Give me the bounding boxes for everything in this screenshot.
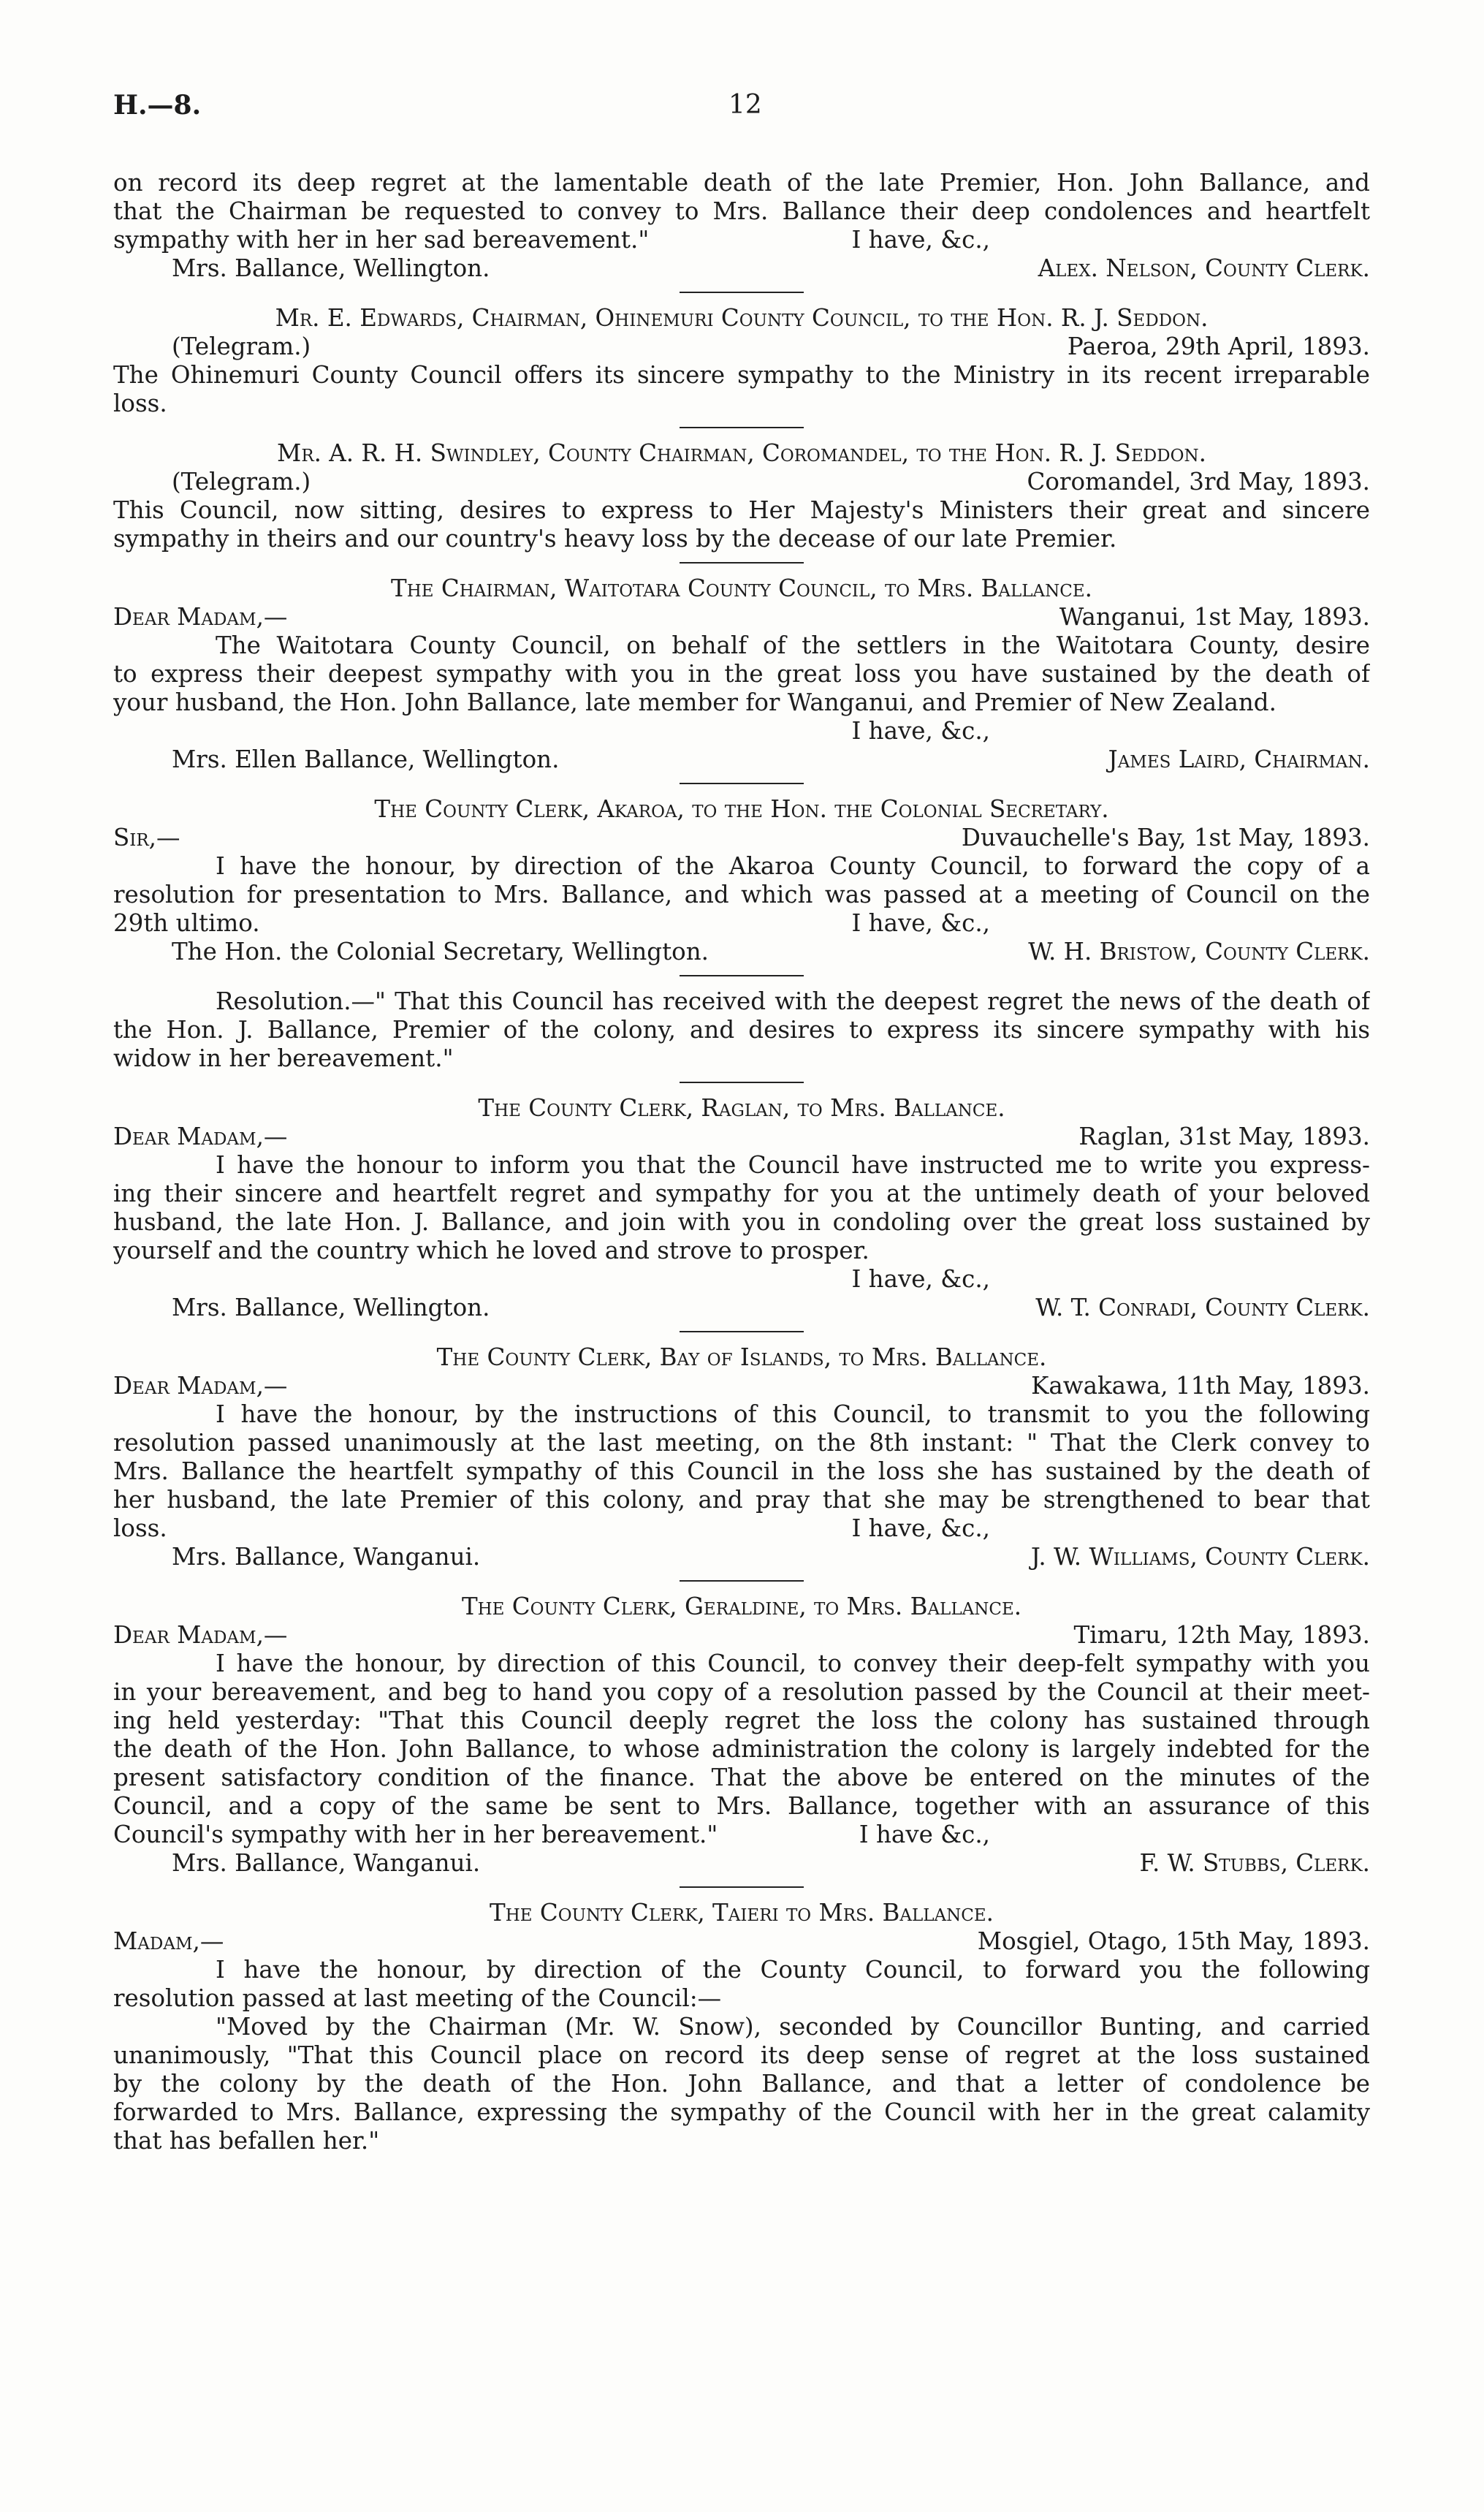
text-line: This Council, now sitting, desires to express to Her Majesty's Ministers their great and sincere: [113, 496, 1370, 524]
text-line: Mrs. Ballance the heartfelt sympathy of this Council in the loss she has sustained by the death of: [113, 1457, 1370, 1485]
line-left-text: Mrs. Ballance, Wanganui.: [172, 1543, 481, 1571]
text-line: forwarded to Mrs. Ballance, expressing the sympathy of the Council with her in the great calamity: [113, 2098, 1370, 2126]
line-right-text: Raglan, 31st May, 1893.: [1078, 1123, 1370, 1150]
line-left-text: 29th ultimo.: [113, 909, 260, 937]
section-divider: [680, 1886, 804, 1888]
text-line: loss.: [113, 390, 167, 417]
line-left-text: Madam,—: [113, 1927, 224, 1955]
letter-heading: Mr. A. R. H. Swindley, County Chairman, Coromandel, to the Hon. R. J. Seddon.: [277, 439, 1206, 467]
section-divider: [680, 427, 804, 428]
text-line: [113, 1849, 1370, 1878]
text-line: yourself and the country which he loved and strove to prosper.: [113, 1237, 870, 1264]
text-line: in your bereavement, and beg to hand you copy of a resolution passed by the Council at their meet-: [113, 1678, 1370, 1706]
line-right-text: F. W. Stubbs, Clerk.: [1139, 1849, 1370, 1877]
line-left-text: Mrs. Ellen Ballance, Wellington.: [172, 745, 560, 773]
page-header: [113, 89, 1370, 121]
line-right-text: I have, &c.,: [851, 1265, 990, 1293]
line-right-text: Timaru, 12th May, 1893.: [1073, 1621, 1370, 1649]
line-left-text: sympathy with her in her sad bereavement.": [113, 226, 650, 254]
line-left-text: Dear Madam,—: [113, 1621, 288, 1649]
document-body: [113, 169, 1370, 2155]
text-line: resolution passed unanimously at the last meeting, on the 8th instant: " That the Clerk convey to: [113, 1429, 1370, 1457]
letter-heading: The County Clerk, Raglan, to Mrs. Ballance.: [478, 1094, 1005, 1122]
text-line: Resolution.—" That this Council has received with the deepest regret the news of the death of: [216, 987, 1370, 1015]
text-line: by the colony by the death of the Hon. John Ballance, and that a letter of condolence be: [113, 2070, 1370, 2098]
line-right-text: I have, &c.,: [851, 717, 990, 745]
line-left-text: Dear Madam,—: [113, 1372, 288, 1400]
page-number: 12: [728, 90, 762, 120]
text-line: [113, 1543, 1370, 1571]
text-line: Council, and a copy of the same be sent to Mrs. Ballance, together with an assurance of this: [113, 1792, 1370, 1820]
line-left-text: The Hon. the Colonial Secretary, Wellington.: [172, 938, 709, 965]
text-line: [113, 1821, 1370, 1849]
line-left-text: (Telegram.): [172, 333, 311, 360]
text-line: her husband, the late Premier of this colony, and pray that she may be strengthened to bear that: [113, 1486, 1370, 1514]
text-line: I have the honour, by the instructions of this Council, to transmit to you the following: [216, 1400, 1370, 1428]
text-line: [113, 824, 1370, 852]
text-line: [113, 1372, 1370, 1400]
line-right-text: Coromandel, 3rd May, 1893.: [1027, 468, 1370, 496]
text-line: I have the honour to inform you that the Council have instructed me to write you express-: [216, 1151, 1370, 1179]
line-right-text: Kawakawa, 11th May, 1893.: [1031, 1372, 1370, 1400]
document-reference: H.—8.: [113, 90, 202, 121]
text-line: [113, 333, 1370, 361]
text-line: your husband, the Hon. John Ballance, late member for Wanganui, and Premier of New Zealand.: [113, 688, 1276, 716]
text-line: [113, 468, 1370, 496]
text-line: resolution passed at last meeting of the Council:—: [113, 1984, 722, 2012]
text-line: [113, 1621, 1370, 1650]
text-line: [113, 1927, 1370, 1956]
letter-heading: The County Clerk, Geraldine, to Mrs. Ballance.: [461, 1593, 1022, 1620]
text-line: to express their deepest sympathy with you in the great loss you have sustained by the death of: [113, 660, 1370, 688]
line-right-text: Mosgiel, Otago, 15th May, 1893.: [977, 1927, 1370, 1955]
text-line: the Hon. J. Ballance, Premier of the colony, and desires to express its sincere sympathy with his: [113, 1016, 1370, 1044]
text-line: I have the honour, by direction of the Akaroa County Council, to forward the copy of a: [216, 852, 1370, 880]
line-right-text: I have, &c.,: [851, 226, 990, 254]
line-left-text: Mrs. Ballance, Wellington.: [172, 1294, 490, 1321]
text-line: ing their sincere and heartfelt regret and sympathy for you at the untimely death of your beloved: [113, 1180, 1370, 1207]
section-divider: [680, 1082, 804, 1083]
section-divider: [680, 1580, 804, 1582]
text-line: I have the honour, by direction of the County Council, to forward you the following: [216, 1956, 1370, 1984]
line-right-text: I have, &c.,: [851, 1514, 990, 1542]
text-line: the death of the Hon. John Ballance, to whose administration the colony is largely indebted for the: [113, 1735, 1370, 1763]
line-right-text: James Laird, Chairman.: [1108, 745, 1370, 773]
text-line: that has befallen her.": [113, 2127, 380, 2155]
letter-heading: The Chairman, Waitotara County Council, to Mrs. Ballance.: [391, 574, 1092, 602]
line-right-text: I have, &c.,: [851, 909, 990, 937]
text-line: [113, 1265, 1370, 1294]
line-right-text: Paeroa, 29th April, 1893.: [1067, 333, 1370, 360]
line-right-text: W. H. Bristow, County Clerk.: [1028, 938, 1370, 965]
section-divider: [680, 1331, 804, 1332]
line-right-text: W. T. Conradi, County Clerk.: [1035, 1294, 1370, 1321]
text-line: [113, 717, 1370, 745]
text-line: on record its deep regret at the lamentable death of the late Premier, Hon. John Ballance, and: [113, 169, 1370, 197]
text-line: [113, 745, 1370, 774]
text-line: ing held yesterday: "That this Council deeply regret the loss the colony has sustained through: [113, 1707, 1370, 1734]
section-divider: [680, 292, 804, 293]
line-left-text: Dear Madam,—: [113, 603, 288, 631]
line-right-text: Alex. Nelson, County Clerk.: [1038, 254, 1370, 282]
letter-heading: Mr. E. Edwards, Chairman, Ohinemuri County Council, to the Hon. R. J. Seddon.: [275, 304, 1209, 332]
line-left-text: Sir,—: [113, 824, 180, 851]
text-line: The Ohinemuri County Council offers its sincere sympathy to the Ministry in its recent irreparable: [113, 361, 1370, 389]
text-line: widow in her bereavement.": [113, 1044, 454, 1072]
text-line: [113, 1514, 1370, 1543]
text-line: sympathy in theirs and our country's heavy loss by the decease of our late Premier.: [113, 525, 1117, 553]
text-line: [113, 254, 1370, 283]
text-line: husband, the late Hon. J. Ballance, and join with you in condoling over the great loss sustained by: [113, 1208, 1370, 1236]
line-right-text: Duvauchelle's Bay, 1st May, 1893.: [961, 824, 1370, 851]
text-line: "Moved by the Chairman (Mr. W. Snow), seconded by Councillor Bunting, and carried: [216, 2013, 1370, 2041]
line-right-text: J. W. Williams, County Clerk.: [1030, 1543, 1370, 1571]
line-right-text: Wanganui, 1st May, 1893.: [1059, 603, 1370, 631]
letter-heading: The County Clerk, Taieri to Mrs. Ballance.: [490, 1899, 994, 1927]
line-left-text: Council's sympathy with her in her bereavement.": [113, 1821, 718, 1848]
text-line: [113, 1123, 1370, 1151]
section-divider: [680, 975, 804, 976]
text-line: resolution for presentation to Mrs. Ballance, and which was passed at a meeting of Council on the: [113, 881, 1370, 908]
line-left-text: Mrs. Ballance, Wellington.: [172, 254, 490, 282]
text-line: [113, 938, 1370, 966]
text-line: unanimously, "That this Council place on record its deep sense of regret at the loss sustained: [113, 2041, 1370, 2069]
text-line: [113, 1294, 1370, 1322]
line-left-text: (Telegram.): [172, 468, 311, 496]
text-line: that the Chairman be requested to convey to Mrs. Ballance their deep condolences and heartfelt: [113, 197, 1370, 225]
line-right-text: I have &c.,: [859, 1821, 990, 1848]
line-left-text: Dear Madam,—: [113, 1123, 288, 1150]
line-left-text: Mrs. Ballance, Wanganui.: [172, 1849, 481, 1877]
text-line: present satisfactory condition of the finance. That the above be entered on the minutes of the: [113, 1764, 1370, 1791]
line-left-text: loss.: [113, 1514, 167, 1542]
text-line: [113, 909, 1370, 938]
text-line: The Waitotara County Council, on behalf of the settlers in the Waitotara County, desire: [216, 631, 1370, 659]
text-line: I have the honour, by direction of this Council, to convey their deep-felt sympathy with you: [216, 1650, 1370, 1677]
section-divider: [680, 562, 804, 564]
letter-heading: The County Clerk, Akaroa, to the Hon. the Colonial Secretary.: [374, 795, 1109, 823]
section-divider: [680, 783, 804, 784]
text-line: [113, 226, 1370, 254]
text-line: [113, 603, 1370, 631]
letter-heading: The County Clerk, Bay of Islands, to Mrs. Ballance.: [436, 1343, 1047, 1371]
